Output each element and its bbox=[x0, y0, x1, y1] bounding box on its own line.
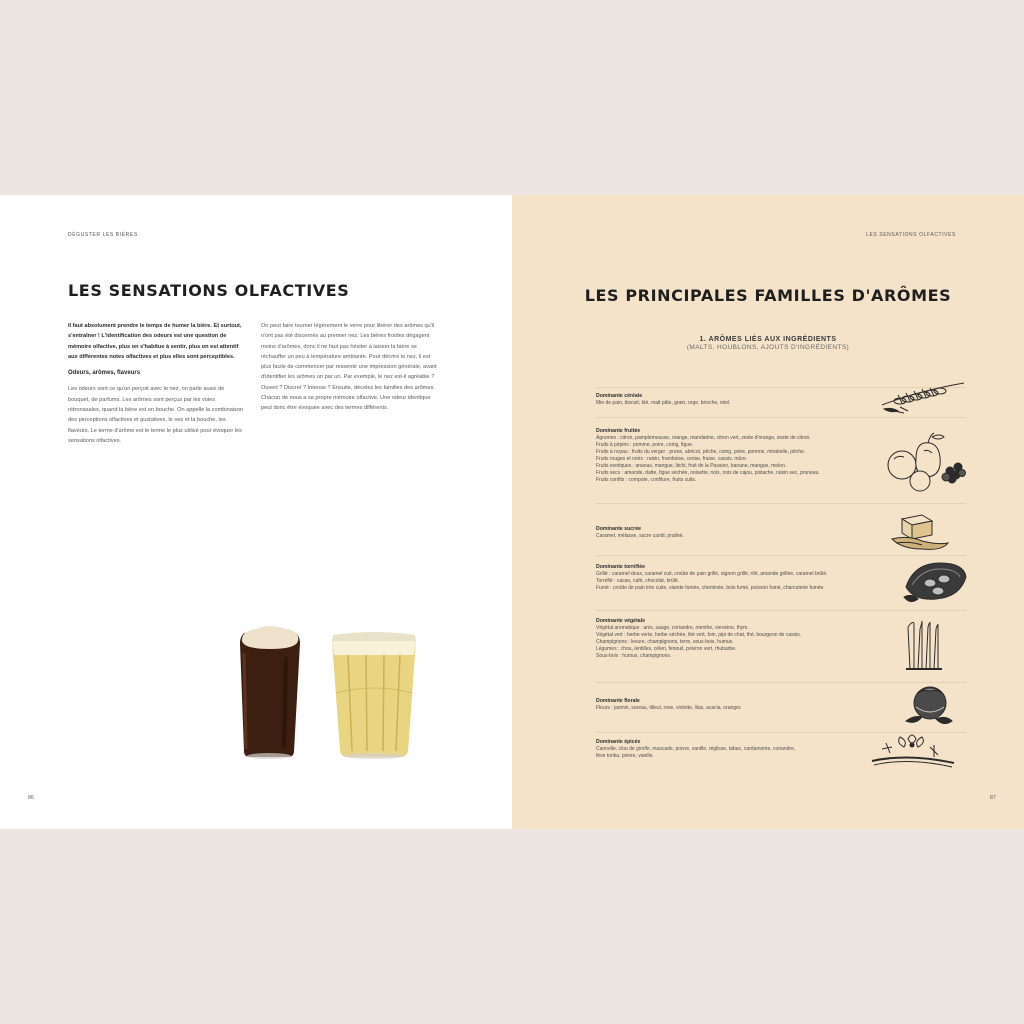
family-line: Fruits confits : compote, confiture, fruits cuits. bbox=[596, 476, 697, 483]
page-title-right: LES PRINCIPALES FAMILLES D'ARÔMES bbox=[584, 286, 952, 305]
separator bbox=[596, 417, 966, 418]
aroma-family-sweet bbox=[596, 526, 902, 540]
family-line: Caramel, mélasse, sucre candi, praliné. bbox=[596, 533, 684, 540]
page-number-left: 86 bbox=[28, 795, 35, 801]
intro-paragraph: Il faut absolument prendre le temps de humer la bière. Et surtout, s'entraîner ! L'identification des odeurs est une question de mémoire olfactive, plus on s'habitue à sentir, plus on est attentif aux différentes notes olfactives et plus elles sont perceptibles. bbox=[68, 323, 242, 360]
family-line: Champignons : levure, champignons, terre, sous-bois, humus. bbox=[596, 639, 734, 646]
family-name: Dominante sucrée bbox=[596, 526, 641, 532]
spice-icon bbox=[868, 729, 958, 773]
fruit-icon bbox=[884, 431, 970, 493]
family-name: Dominante torréfiée bbox=[596, 564, 646, 570]
grain-icon bbox=[878, 381, 968, 415]
flower-icon bbox=[900, 681, 956, 729]
separator bbox=[596, 610, 966, 611]
family-line: fève tonka, poivre, vanille. bbox=[596, 753, 654, 760]
book-spread bbox=[0, 195, 1024, 829]
family-line: Fruits à noyau : fruits du verger : prune, abricot, pêche, coing, poire, pomme, mirabelle, pêche. bbox=[596, 449, 806, 456]
family-line: Fruits à pépins : pomme, poire, coing, figue. bbox=[596, 442, 694, 449]
body-paragraph-1: Les odeurs sont ce qu'on perçoit avec le nez, on parle aussi de bouquet, de parfums. Les arômes sont perçus par les voies rétronasales, quand la bière est en bouche. On appelle la combinaison des perceptions olfactives et gustatives, le nez et la bouche, les flaveurs. Le terme d'arôme est le terme le plus utilisé pour évoquer les sensations olfactives. bbox=[68, 386, 244, 444]
left-page bbox=[0, 195, 512, 829]
page-number-right: 87 bbox=[989, 795, 996, 801]
family-line: Fleurs : jasmin, sureau, tilleul, rose, violette, lilas, acacia, oranger. bbox=[596, 705, 742, 712]
family-line: Végétal aromatique : anis, sauge, coriandre, menthe, verveine, thym. bbox=[596, 625, 749, 632]
subheading: Odeurs, arômes, flaveurs bbox=[68, 370, 141, 377]
body-paragraph-2: On peut faire tourner légèrement le verre pour libérer des arômes qu'il n'ont pas été discernés au premier nez. Les bières froides dégagent moins d'arômes, donc il ne faut pas hésiter à laisser la bière se réchauffer un peu à température ambiante. Pour décrire le nez, il est plus facile de commencer par ressentir une impression générale, avant d'identifier les arômes un par un. Par exemple, le nez est-il agréable ? Ouvert ? Discret ? Intense ? Ensuite, décelez les familles des arômes. Chacun de nous a sa propre mémoire olfactive. Une odeur identique peut donc être évoquée avec des termes différents. bbox=[261, 323, 437, 412]
text-column-2 bbox=[261, 321, 439, 420]
family-line: Agrumes : citron, pamplemousse, orange, mandarine, citron vert, zeste d'orange, zeste de citron. bbox=[596, 435, 811, 442]
right-page bbox=[512, 195, 1024, 829]
aroma-family-fruity bbox=[596, 428, 902, 484]
beer-glasses-image bbox=[236, 623, 416, 763]
section-heading bbox=[512, 336, 1024, 351]
page-title-left: LES SENSATIONS OLFACTIVES bbox=[68, 281, 350, 300]
cocoa-pod-icon bbox=[900, 557, 970, 607]
separator bbox=[596, 503, 966, 504]
family-line: Torréfié : cacao, café, chocolat, brûlé. bbox=[596, 578, 680, 585]
family-name: Dominante fruitée bbox=[596, 428, 641, 434]
running-head-right: LES SENSATIONS OLFACTIVES bbox=[866, 232, 956, 238]
text-column-1 bbox=[68, 321, 246, 452]
family-line: Fruits secs : amande, datte, figue séchée, noisette, noix, noix de cajou, pistache, raisin sec, pruneau. bbox=[596, 469, 820, 476]
family-line: Fumé : croûte de pain très cuite, viande fumée, cheminée, bois fumé, poisson fumé, charcuterie fumée. bbox=[596, 585, 825, 592]
running-head-left: DÉGUSTER LES BIÈRES bbox=[68, 232, 138, 238]
family-line: Fruits exotiques : ananas, mangue, litchi, fruit de la Passion, banane, mangue, melon. bbox=[596, 463, 787, 470]
grass-icon bbox=[904, 619, 944, 673]
aroma-family-roasted bbox=[596, 564, 902, 592]
family-line: Grillé : caramel doux, caramel cuit, croûte de pain grillé, oignon grillé, rôti, amande grillée, caramel brûlé. bbox=[596, 571, 828, 578]
caramel-icon bbox=[888, 509, 952, 553]
family-line: Végétal vert : herbe verte, herbe séchée, thé vert, foin, pipi de chat, thé, bourgeon de cassis. bbox=[596, 632, 802, 639]
aroma-family-spicy bbox=[596, 739, 902, 760]
separator bbox=[596, 555, 966, 556]
light-beer-glass-icon bbox=[332, 632, 416, 759]
family-name: Dominante épicée bbox=[596, 739, 641, 745]
family-name: Dominante céréale bbox=[596, 393, 643, 399]
family-name: Dominante florale bbox=[596, 698, 640, 704]
aroma-family-vegetal bbox=[596, 618, 902, 660]
section-subtitle: (MALTS, HOUBLONS, AJOUTS D'INGRÉDIENTS) bbox=[686, 344, 850, 351]
family-line: Mie de pain, biscuit, blé, malt pâle, grain, orge, brioche, miel. bbox=[596, 400, 731, 407]
aroma-family-floral bbox=[596, 698, 902, 712]
family-name: Dominante végétale bbox=[596, 618, 646, 624]
family-line: Cannelle, clou de girofle, muscade, poivre, vanille, réglisse, tabac, cardamome, coriandre, bbox=[596, 746, 796, 753]
section-title: 1. ARÔMES LIÉS AUX INGRÉDIENTS bbox=[699, 336, 837, 343]
dark-beer-glass-icon bbox=[240, 626, 300, 759]
family-line: Fruits rouges et noirs : raisin, framboise, cerise, fraise, cassis, mûre. bbox=[596, 456, 748, 463]
family-line: Légumes : chou, lentilles, céleri, fenouil, poivron vert, rhubarbe. bbox=[596, 646, 737, 653]
aroma-family-cereal bbox=[596, 393, 902, 407]
family-line: Sous-bois : humus, champignons. bbox=[596, 653, 672, 660]
